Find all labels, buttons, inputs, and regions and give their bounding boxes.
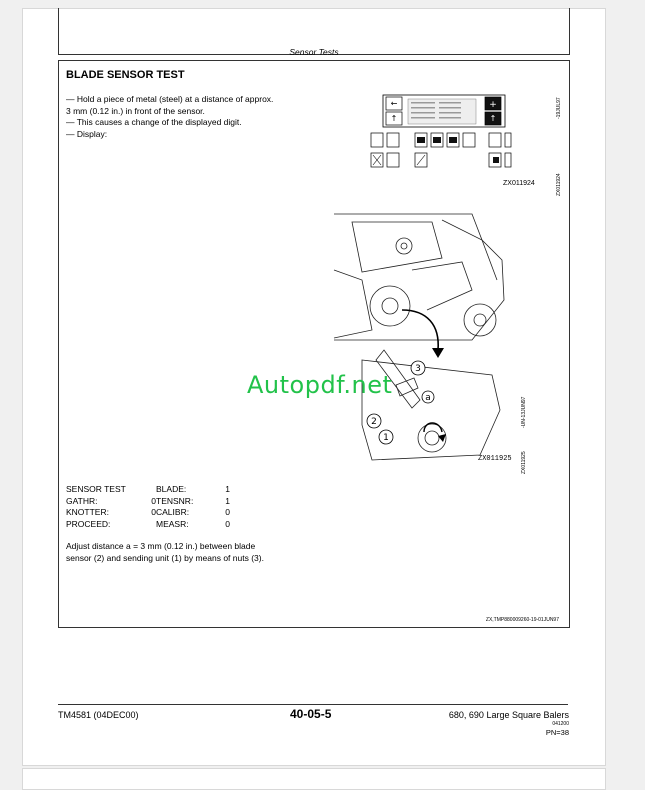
next-page-edge xyxy=(22,768,606,790)
page-heading: BLADE SENSOR TEST xyxy=(66,69,185,81)
display-label: CALIBR: xyxy=(156,507,190,517)
illustration-side-code: -UN-13JUN97 xyxy=(521,396,527,428)
callout-1: 1 xyxy=(383,433,389,443)
adjust-line: sensor (2) and sending unit (1) by means of nuts (3). xyxy=(66,552,264,563)
callout-a: a xyxy=(425,393,431,403)
display-value xyxy=(146,519,156,531)
illustration-side-code-2: ZX011925 xyxy=(521,451,527,474)
display-value: 0 xyxy=(151,495,156,506)
callout-2: 2 xyxy=(371,417,377,427)
footer-divider xyxy=(58,704,568,705)
display-label: KNOTTER: xyxy=(66,507,109,517)
callout-3: 3 xyxy=(415,364,421,374)
section-title: Sensor Tests xyxy=(289,47,339,57)
display-readout xyxy=(66,484,230,530)
display-label: TENSNR: xyxy=(156,495,194,506)
blade-sensor-illustration xyxy=(332,210,512,468)
instruction-line: — Hold a piece of metal (steel) at a distance of approx. xyxy=(66,94,274,104)
pn-number: PN=38 xyxy=(545,728,569,737)
display-row xyxy=(66,496,230,508)
instruction-line: — This causes a change of the displayed digit. xyxy=(66,117,242,128)
display-row xyxy=(66,507,230,519)
panel-figure-code: ZX011924 xyxy=(503,180,535,187)
display-value: 0 xyxy=(151,507,156,517)
reference-code: ZX,TMP880009260-19-01JUN97 xyxy=(485,617,559,623)
display-label: SENSOR TEST xyxy=(66,484,126,494)
footer-date-code: 041200 xyxy=(552,721,569,727)
display-value: 1 xyxy=(225,484,230,494)
display-value: 1 xyxy=(225,495,230,506)
panel-side-code: -19JUL97 xyxy=(556,97,562,119)
adjust-line: Adjust distance a = 3 mm (0.12 in.) between blade xyxy=(66,541,256,551)
display-row xyxy=(66,519,230,531)
svg-text:+: + xyxy=(489,100,497,110)
display-label: BLADE: xyxy=(156,484,187,494)
display-label: MEASR: xyxy=(156,518,189,529)
display-value: 0 xyxy=(225,518,230,529)
adjustment-instructions xyxy=(66,541,326,564)
display-row xyxy=(66,484,230,496)
manual-number: TM4581 (04DEC00) xyxy=(58,710,139,720)
svg-text:←: ← xyxy=(390,99,398,108)
display-value: 0 xyxy=(225,507,230,517)
svg-text:↑: ↑ xyxy=(489,114,497,123)
display-label: GATHR: xyxy=(66,495,98,506)
watermark: Autopdf.net xyxy=(247,371,393,399)
instruction-line: — Display: xyxy=(66,128,108,139)
display-label: PROCEED: xyxy=(66,518,111,529)
product-name: 680, 690 Large Square Balers xyxy=(448,710,569,720)
instruction-line: 3 mm (0.12 in.) in front of the sensor. xyxy=(66,105,205,116)
page-number: 40-05-5 xyxy=(290,707,332,721)
section-header-box xyxy=(58,8,570,55)
panel-side-code-2: ZX011924 xyxy=(556,173,562,196)
control-panel-figure xyxy=(363,93,513,175)
illustration-code: ZX011925 xyxy=(478,455,512,463)
svg-text:↑: ↑ xyxy=(390,114,398,123)
display-value xyxy=(146,484,156,496)
instructions xyxy=(66,94,326,140)
